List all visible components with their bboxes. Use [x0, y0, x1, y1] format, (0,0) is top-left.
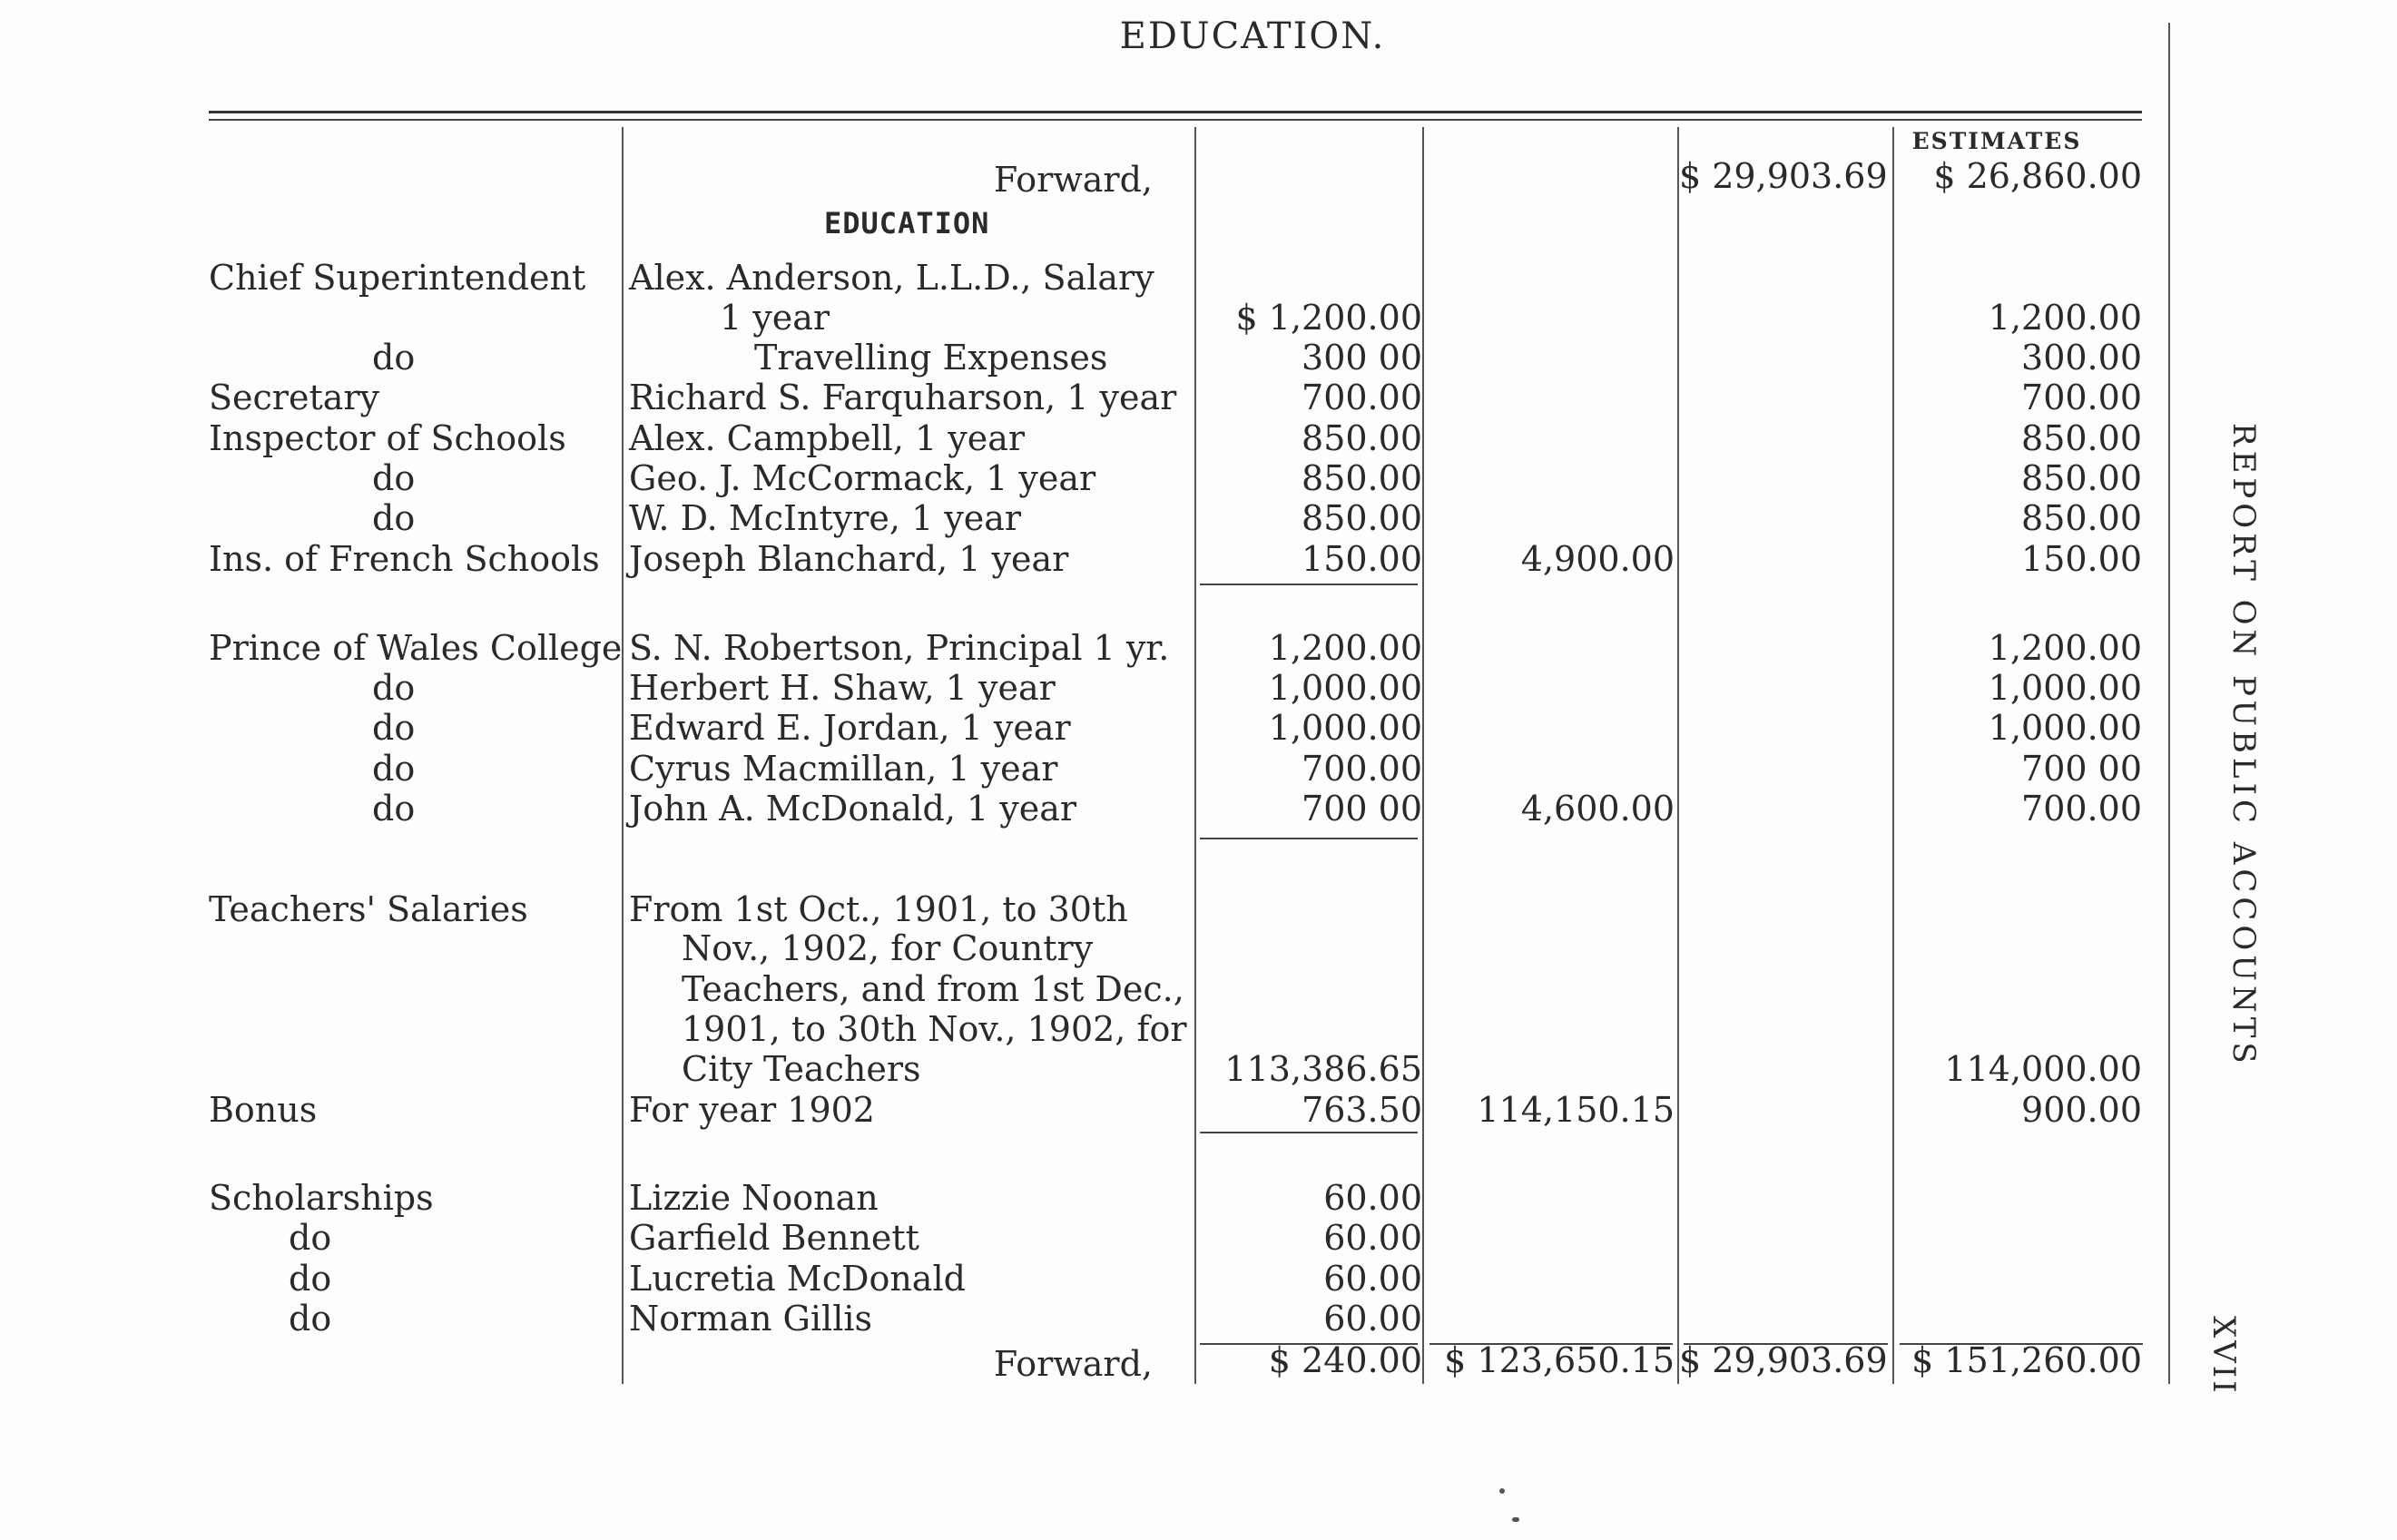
- row-description: Teachers' Salaries: [209, 889, 528, 929]
- row-estimate: 1,200.00: [1988, 628, 2142, 668]
- row-description: Chief Superintendent: [209, 258, 586, 298]
- row-amount: 850.00: [1302, 418, 1422, 458]
- row-payee: For year 1902: [629, 1090, 875, 1130]
- section-stamp: EDUCATION: [824, 206, 990, 240]
- side-caption: REPORT ON PUBLIC ACCOUNTS: [2225, 423, 2262, 1068]
- scan-speck: [1512, 1517, 1519, 1522]
- row-amount: 763.50: [1302, 1090, 1422, 1130]
- row-description: do: [289, 1259, 332, 1299]
- forward-bottom-subtotal: $ 123,650.15: [1444, 1340, 1675, 1380]
- header-rule-bottom: [209, 119, 2142, 121]
- column-rule-forward: [1677, 127, 1679, 1384]
- forward-bottom-estimate: $ 151,260.00: [1911, 1340, 2142, 1380]
- row-payee: Nov., 1902, for Country: [682, 928, 1094, 968]
- row-description: do: [372, 338, 416, 378]
- row-payee: Geo. J. McCormack, 1 year: [629, 458, 1096, 498]
- row-amount: 700.00: [1302, 378, 1422, 417]
- row-payee: Alex. Anderson, L.L.D., Salary: [629, 258, 1154, 298]
- row-estimate: 700.00: [2021, 378, 2142, 417]
- row-payee: Richard S. Farquharson, 1 year: [629, 378, 1177, 417]
- row-payee: Garfield Bennett: [629, 1218, 919, 1258]
- row-amount: 60.00: [1323, 1299, 1422, 1339]
- row-estimate: 850.00: [2021, 418, 2142, 458]
- row-payee: Travelling Expenses: [754, 338, 1108, 378]
- row-description: Prince of Wales College: [209, 628, 623, 668]
- row-estimate: 700.00: [2021, 789, 2142, 829]
- row-description: Scholarships: [209, 1178, 434, 1218]
- row-estimate: 150.00: [2021, 539, 2142, 579]
- forward-bottom-total: $ 29,903.69: [1679, 1340, 1888, 1380]
- page-edge-rule: [2168, 23, 2170, 1384]
- row-estimate: 850.00: [2021, 458, 2142, 498]
- page-number: XVII: [2205, 1316, 2242, 1396]
- row-amount: 700 00: [1302, 789, 1422, 829]
- row-amount: 60.00: [1323, 1178, 1422, 1218]
- forward-top-total: $ 29,903.69: [1679, 156, 1888, 196]
- column-rule-estimates: [1892, 127, 1894, 1384]
- column-rule-subtotal: [1422, 127, 1424, 1384]
- row-description: do: [372, 498, 416, 538]
- row-estimate: 300.00: [2021, 338, 2142, 378]
- header-rule-top: [209, 111, 2142, 113]
- row-amount: 850.00: [1302, 458, 1422, 498]
- row-description: do: [372, 749, 416, 789]
- row-payee: Lizzie Noonan: [629, 1178, 879, 1218]
- row-description: do: [372, 789, 416, 829]
- row-payee: Joseph Blanchard, 1 year: [629, 539, 1069, 579]
- row-estimate: 1,000.00: [1988, 668, 2142, 708]
- row-payee: Cyrus Macmillan, 1 year: [629, 749, 1058, 789]
- row-payee: Teachers, and from 1st Dec.,: [682, 969, 1184, 1009]
- row-amount: 1,000.00: [1268, 668, 1422, 708]
- row-estimate: 850.00: [2021, 498, 2142, 538]
- row-payee: Lucretia McDonald: [629, 1259, 966, 1299]
- row-subtotal: 4,600.00: [1520, 789, 1675, 829]
- row-description: do: [372, 668, 416, 708]
- page-title: EDUCATION.: [1119, 15, 1386, 57]
- row-description: do: [372, 708, 416, 748]
- estimates-heading: ESTIMATES: [1911, 128, 2082, 154]
- forward-bottom-label: Forward,: [993, 1344, 1153, 1384]
- column-rule-amount: [1194, 127, 1196, 1384]
- column-rule-payee: [622, 127, 624, 1384]
- row-amount: 1,200.00: [1268, 628, 1422, 668]
- row-amount: 113,386.65: [1224, 1049, 1422, 1089]
- row-estimate: 700 00: [2021, 749, 2142, 789]
- row-subtotal: 114,150.15: [1477, 1090, 1675, 1130]
- row-description: do: [372, 458, 416, 498]
- row-amount: 1,000.00: [1268, 708, 1422, 748]
- row-amount: 300 00: [1302, 338, 1422, 378]
- row-description: Inspector of Schools: [209, 418, 566, 458]
- row-subtotal: 4,900.00: [1520, 539, 1675, 579]
- forward-top-estimate: $ 26,860.00: [1933, 156, 2142, 196]
- forward-top-label: Forward,: [993, 160, 1153, 200]
- subtotal-rule-2: [1200, 838, 1418, 839]
- row-estimate: 114,000.00: [1944, 1049, 2142, 1089]
- row-description: do: [289, 1218, 332, 1258]
- row-payee: John A. McDonald, 1 year: [629, 789, 1077, 829]
- row-amount: 60.00: [1323, 1259, 1422, 1299]
- row-amount: $ 1,200.00: [1235, 298, 1422, 338]
- row-payee: Herbert H. Shaw, 1 year: [629, 668, 1056, 708]
- row-estimate: 900.00: [2021, 1090, 2142, 1130]
- row-description: Bonus: [209, 1090, 318, 1130]
- row-description: Secretary: [209, 378, 380, 417]
- row-estimate: 1,000.00: [1988, 708, 2142, 748]
- row-amount: 700.00: [1302, 749, 1422, 789]
- row-payee: W. D. McIntyre, 1 year: [629, 498, 1022, 538]
- scan-speck: [1499, 1488, 1505, 1494]
- row-payee: Alex. Campbell, 1 year: [629, 418, 1026, 458]
- row-payee: S. N. Robertson, Principal 1 yr.: [629, 628, 1170, 668]
- row-payee: Edward E. Jordan, 1 year: [629, 708, 1071, 748]
- row-description: do: [289, 1299, 332, 1339]
- row-amount: 850.00: [1302, 498, 1422, 538]
- row-payee: From 1st Oct., 1901, to 30th: [629, 889, 1128, 929]
- row-payee: 1901, to 30th Nov., 1902, for: [682, 1009, 1187, 1049]
- subtotal-rule-1: [1200, 584, 1418, 585]
- row-payee: City Teachers: [682, 1049, 921, 1089]
- row-payee: Norman Gillis: [629, 1299, 873, 1339]
- row-amount: 60.00: [1323, 1218, 1422, 1258]
- row-description: Ins. of French Schools: [209, 539, 600, 579]
- subtotal-rule-3: [1200, 1132, 1418, 1133]
- row-estimate: 1,200.00: [1988, 298, 2142, 338]
- row-payee: 1 year: [720, 298, 830, 338]
- forward-bottom-amount: $ 240.00: [1268, 1340, 1422, 1380]
- row-amount: 150.00: [1302, 539, 1422, 579]
